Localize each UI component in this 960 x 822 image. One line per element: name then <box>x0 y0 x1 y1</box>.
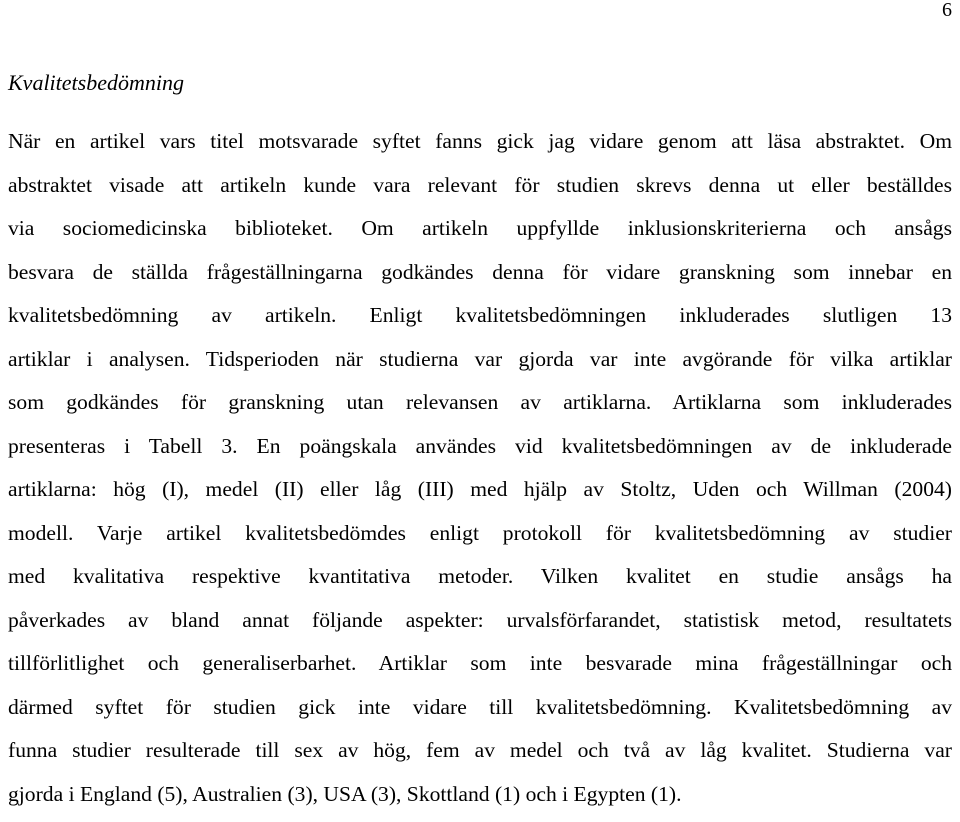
paragraph-line: modell. Varje artikel kvalitetsbedömdes enligt protokoll för kvalitetsbedömning av studier <box>8 518 952 562</box>
paragraph-line: via sociomedicinska biblioteket. Om artikeln uppfyllde inklusionskriterierna och ansågs <box>8 213 952 257</box>
paragraph-line: påverkades av bland annat följande aspekter: urvalsförfarandet, statistisk metod, resultatets <box>8 605 952 649</box>
body-paragraph <box>8 126 952 822</box>
paragraph-line: med kvalitativa respektive kvantitativa metoder. Vilken kvalitet en studie ansågs ha <box>8 561 952 605</box>
paragraph-line: funna studier resulterade till sex av hög, fem av medel och två av låg kvalitet. Studierna var <box>8 735 952 779</box>
paragraph-line: besvara de ställda frågeställningarna godkändes denna för vidare granskning som innebar en <box>8 257 952 301</box>
paragraph-line: tillförlitlighet och generaliserbarhet. Artiklar som inte besvarade mina frågeställningar och <box>8 648 952 692</box>
section-heading: Kvalitetsbedömning <box>8 68 184 98</box>
paragraph-line: presenteras i Tabell 3. En poängskala användes vid kvalitetsbedömningen av de inkluderade <box>8 431 952 475</box>
paragraph-line: artiklar i analysen. Tidsperioden när studierna var gjorda var inte avgörande för vilka artiklar <box>8 344 952 388</box>
paragraph-line: artiklarna: hög (I), medel (II) eller låg (III) med hjälp av Stoltz, Uden och Willman (2004) <box>8 474 952 518</box>
page-number: 6 <box>942 0 952 20</box>
paragraph-line: När en artikel vars titel motsvarade syftet fanns gick jag vidare genom att läsa abstraktet. Om <box>8 126 952 170</box>
paragraph-line: abstraktet visade att artikeln kunde vara relevant för studien skrevs denna ut eller beställdes <box>8 170 952 214</box>
paragraph-line: därmed syftet för studien gick inte vidare till kvalitetsbedömning. Kvalitetsbedömning av <box>8 692 952 736</box>
paragraph-line: kvalitetsbedömning av artikeln. Enligt kvalitetsbedömningen inkluderades slutligen 13 <box>8 300 952 344</box>
paragraph-line: som godkändes för granskning utan relevansen av artiklarna. Artiklarna som inkluderades <box>8 387 952 431</box>
paragraph-line-last: gjorda i England (5), Australien (3), USA (3), Skottland (1) och i Egypten (1). <box>8 779 952 822</box>
